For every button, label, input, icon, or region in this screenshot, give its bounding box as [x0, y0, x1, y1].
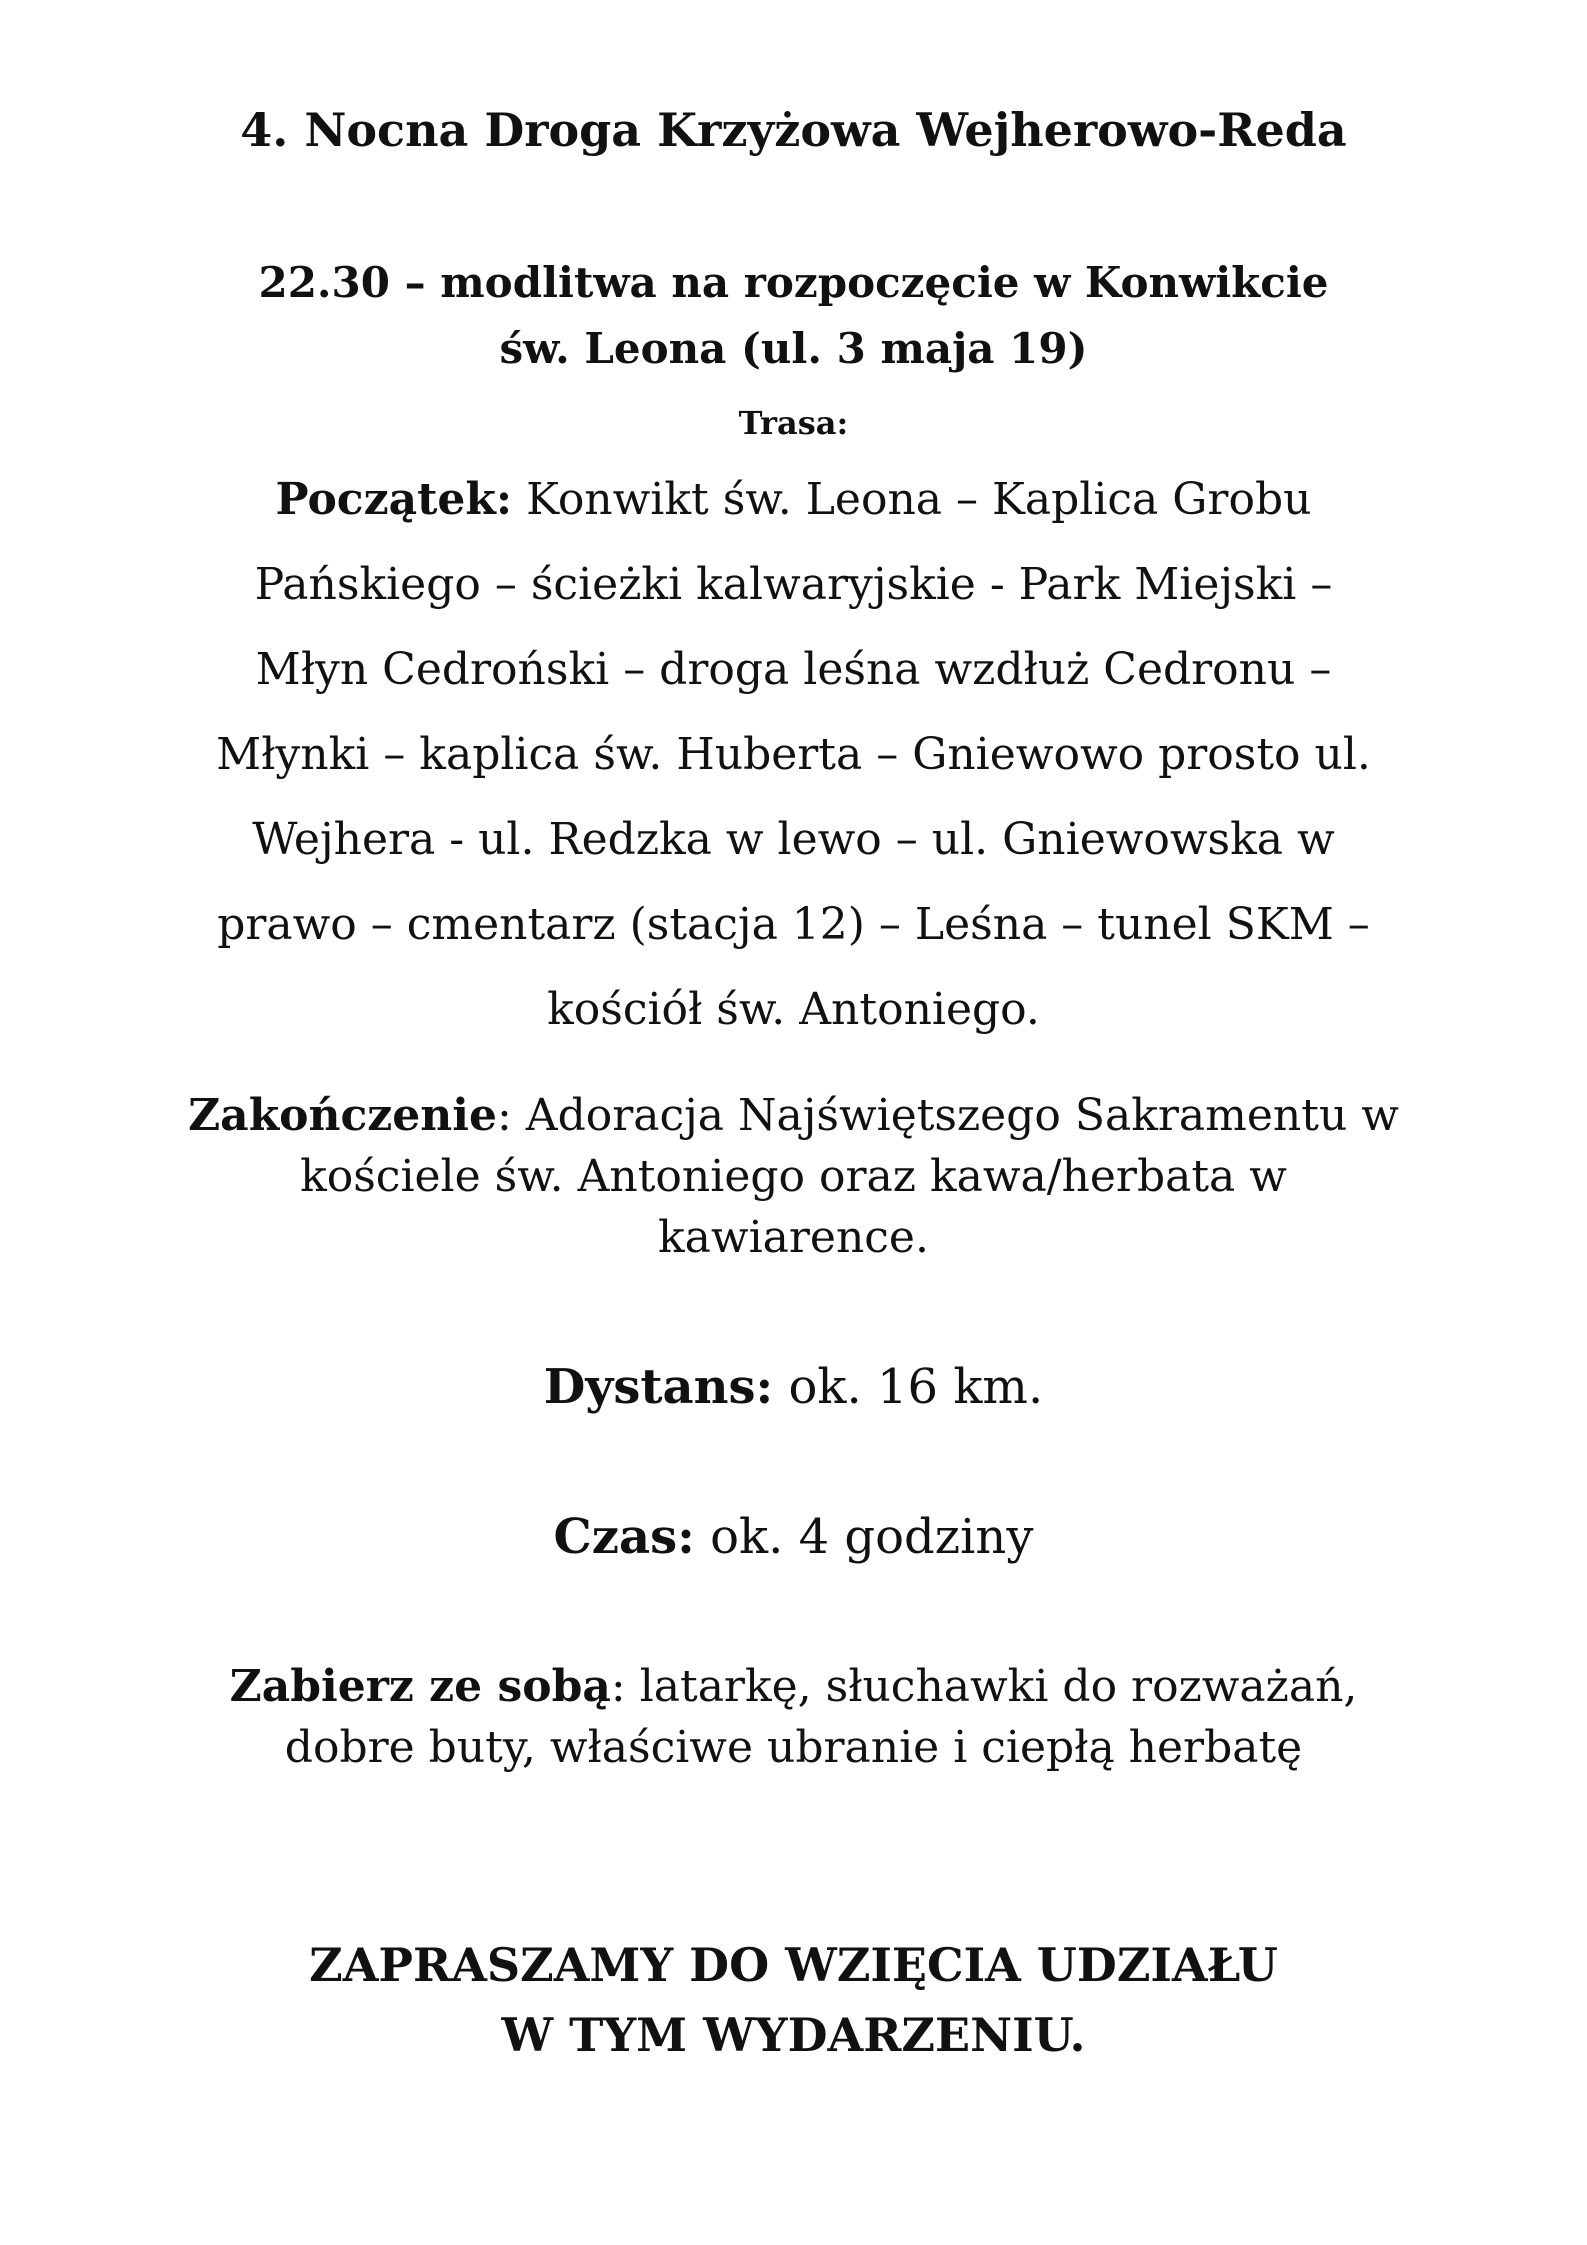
- route-text: Konwikt św. Leona – Kaplica Grobu Pańskiego – ścieżki kalwaryjskie - Park Miejski – Młyn Cedroński – droga leśna wzdłuż Cedronu – Młynki – kaplica św. Huberta – Gniewowo prosto ul. Wejhera - ul. Redzka w lewo – ul. Gniewowska w prawo – cmentarz (stacja 12) – Leśna – tunel SKM – kościół św. Antoniego.: [216, 474, 1371, 1035]
- ending-description: [180, 1085, 1407, 1268]
- route-label: Początek:: [275, 474, 513, 525]
- time-value: ok. 4 godziny: [694, 1509, 1034, 1565]
- invitation-line-1: ZAPRASZAMY DO WZIĘCIA UDZIAŁU: [309, 1938, 1278, 1992]
- time-info: [160, 1502, 1427, 1572]
- invitation-line-2: W TYM WYDARZENIU.: [501, 2008, 1086, 2062]
- ending-text: : Adoracja Najświętszego Sakramentu w kościele św. Antoniego oraz kawa/herbata w kawiarence.: [300, 1090, 1399, 1263]
- start-info: [160, 250, 1427, 382]
- distance-label: Dystans:: [543, 1359, 774, 1415]
- bring-info: [190, 1656, 1397, 1778]
- bring-text: : latarkę, słuchawki do rozważań, dobre buty, właściwe ubranie i ciepłą herbatę: [284, 1661, 1358, 1773]
- time-label: Czas:: [553, 1509, 695, 1565]
- route-heading: Trasa:: [738, 404, 849, 442]
- page-title: 4. Nocna Droga Krzyżowa Wejherowo-Reda: [240, 103, 1347, 157]
- invitation: [160, 1930, 1427, 2070]
- start-line-2: św. Leona (ul. 3 maja 19): [499, 324, 1088, 373]
- distance-value: ok. 16 km.: [773, 1359, 1044, 1415]
- start-line-1: 22.30 – modlitwa na rozpoczęcie w Konwikcie: [258, 258, 1329, 307]
- ending-label: Zakończenie: [188, 1090, 497, 1141]
- distance-info: [160, 1352, 1427, 1422]
- route-description: [200, 457, 1387, 1052]
- bring-label: Zabierz ze sobą: [229, 1661, 611, 1712]
